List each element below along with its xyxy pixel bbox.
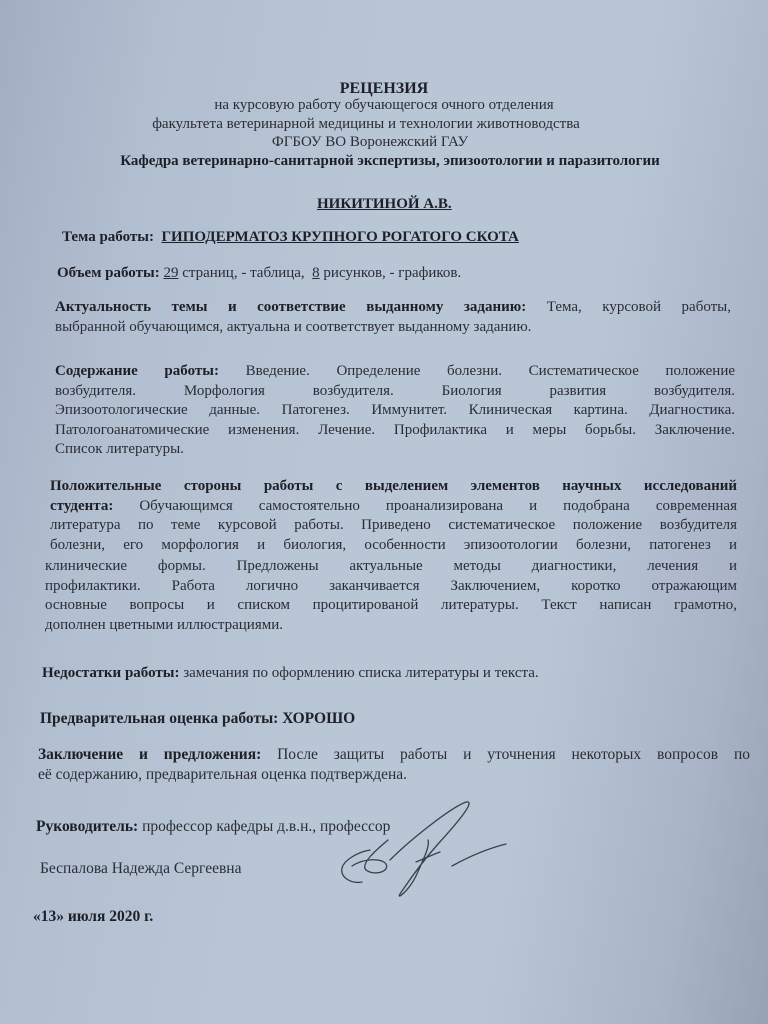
positives-label-1: Положительные стороны работы с выделением элементов научных исследований [50, 478, 737, 494]
topic-value: ГИПОДЕРМАТОЗ КРУПНОГО РОГАТОГО СКОТА [161, 229, 519, 245]
topic-row [62, 228, 519, 246]
positives-text-6: основные вопросы и списком процитированой литературы. Текст написан грамотно, [45, 597, 737, 613]
content-text-1: Введение. Определение болезни. Систематическое положение [245, 363, 736, 379]
grade-row [40, 710, 355, 728]
volume-figures-unit: рисунков, - графиков. [323, 265, 462, 281]
signature-stroke-3 [390, 802, 469, 896]
volume-pages-unit: страниц, - таблица, [182, 265, 305, 281]
conclusion-text-2: её содержанию, предварительная оценка подтверждена. [38, 766, 408, 783]
relevance-section [55, 298, 731, 337]
content-label: Содержание работы: [55, 363, 219, 379]
conclusion-section [38, 745, 750, 785]
header-line-2: факультета ветеринарной медицины и технологии животноводства [152, 116, 580, 132]
positives-text-5: профилактики. Работа логично заканчивается Заключением, коротко отражающим [45, 577, 737, 594]
signature-stroke-4 [416, 852, 440, 862]
signature-stroke-1 [342, 850, 370, 882]
review-date: «13» июля 2020 г. [33, 908, 154, 925]
relevance-text-1: Тема, курсовой работы, [546, 299, 732, 315]
signature-image [330, 800, 510, 900]
supervisor-position: профессор кафедры д.в.н., профессор [142, 818, 391, 835]
positives-text-2: литература по теме курсовой работы. Приведено систематическое положение возбудителя [50, 517, 737, 533]
positives-text-3: болезни, его морфология и биология, особенности эпизоотологии болезни, патогенез и [50, 536, 737, 553]
header-line-3: ФГБОУ ВО Воронежский ГАУ [271, 134, 469, 150]
conclusion-text-1: После защиты работы и уточнения некоторых вопросов по [277, 746, 751, 763]
volume-label: Объем работы: [57, 265, 160, 281]
relevance-text-2: выбранной обучающимся, актуальна и соответствует выданному заданию. [55, 318, 532, 335]
drawbacks-row [42, 664, 539, 682]
positives-label-2: студента: [50, 497, 114, 514]
grade-value: ХОРОШО [282, 710, 356, 727]
content-text-2: возбудителя. Морфология возбудителя. Биология развития возбудителя. [55, 382, 735, 399]
header-line-1: на курсовую работу обучающегося очного отделения [214, 97, 554, 113]
drawbacks-value: замечания по оформлению списка литературы и текста. [183, 665, 539, 681]
volume-pages: 29 [163, 265, 179, 281]
supervisor-label: Руководитель: [36, 818, 139, 835]
content-text-3: Эпизоотологические данные. Патогенез. Иммунитет. Клиническая картина. Диагностика. [55, 402, 735, 418]
positives-text-4: клинические формы. Предложены актуальные методы диагностики, лечения и [45, 558, 737, 574]
content-text-4: Патологоанатомические изменения. Лечение. Профилактика и меры борьбы. Заключение. [55, 421, 735, 438]
signature-stroke-5 [452, 844, 506, 866]
positives-section-cont [45, 557, 737, 635]
volume-row [57, 264, 461, 282]
content-text-5: Список литературы. [55, 441, 184, 457]
conclusion-label: Заключение и предложения: [38, 746, 262, 763]
content-section [55, 362, 735, 460]
positives-text-1: Обучающимся самостоятельно проанализирована и подобрана современная [139, 497, 737, 514]
document-title: РЕЦЕНЗИЯ [339, 80, 429, 97]
signature-stroke-2 [352, 840, 388, 873]
drawbacks-label: Недостатки работы: [42, 665, 180, 681]
positives-text-7: дополнен цветными иллюстрациями. [45, 616, 284, 633]
volume-figures: 8 [312, 265, 320, 281]
relevance-label: Актуальность темы и соответствие выданному заданию: [55, 299, 527, 315]
positives-section [50, 477, 737, 555]
supervisor-name: Беспалова Надежда Сергеевна [40, 860, 242, 877]
student-name: НИКИТИНОЙ А.В. [317, 196, 452, 212]
department-line: Кафедра ветеринарно-санитарной экспертизы, эпизоотологии и паразитологии [120, 153, 660, 169]
grade-label: Предварительная оценка работы: [40, 710, 279, 727]
topic-label: Тема работы: [62, 229, 154, 245]
